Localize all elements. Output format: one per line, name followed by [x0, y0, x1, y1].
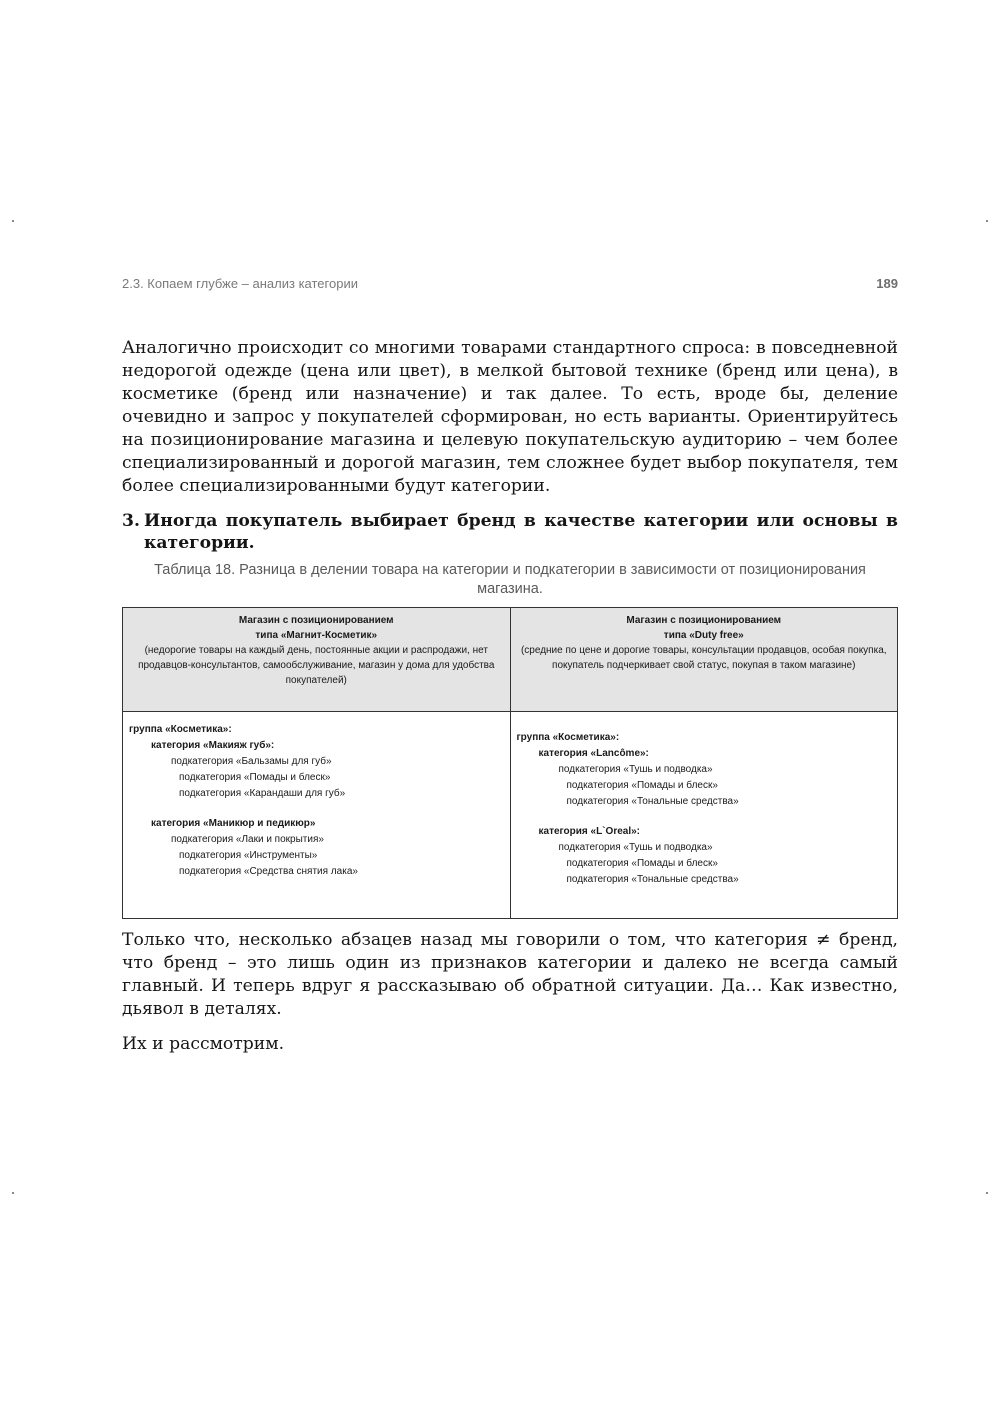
- subcategory-item: подкатегория «Лаки и покрытия»: [171, 834, 324, 845]
- right-body-cell: [510, 712, 898, 919]
- left-body-cell: [123, 712, 511, 919]
- right-header-title: Магазин с позиционированием: [626, 615, 782, 626]
- left-header-title: Магазин с позиционированием: [238, 615, 394, 626]
- subcategory-item: подкатегория «Тональные средства»: [566, 874, 739, 885]
- table-caption: [122, 561, 898, 599]
- right-header-type: типа «Duty free»: [663, 630, 744, 641]
- crop-mark: [986, 1192, 988, 1194]
- table-header-row: [123, 608, 898, 712]
- table-caption-text: Разница в делении товара на категории и подкатегории в зависимости от позиционирования магазина.: [239, 562, 866, 597]
- right-header-description: (средние по цене и дорогие товары, консультации продавцов, особая покупка, покупатель подчеркивает свой статус, покупая в таком магазине): [520, 645, 887, 671]
- table-body-row: [123, 712, 898, 919]
- table-caption-label: Таблица 18.: [154, 562, 236, 578]
- category-label: категория «L`Oreal»:: [538, 826, 640, 837]
- category-label: категория «Маникюр и педикюр»: [151, 818, 316, 829]
- page-number: 189: [876, 276, 898, 291]
- paragraph-brand: Только что, несколько абзацев назад мы говорили о том, что категория ≠ бренд, что бренд – это лишь один из признаков категории и далеко не всегда самый главный. И теперь вдруг я рассказываю об обратной ситуации. Да… Как известно, дьявол в деталях.: [122, 930, 898, 1019]
- crop-mark: [12, 1192, 14, 1194]
- crop-mark: [986, 220, 988, 222]
- section-title: 2.3. Копаем глубже – анализ категории: [122, 276, 358, 291]
- comparison-table: [122, 607, 898, 919]
- subcategory-item: подкатегория «Тушь и подводка»: [558, 842, 713, 853]
- running-header: [122, 276, 898, 294]
- crop-mark: [12, 220, 14, 222]
- paragraph-intro: Аналогично происходит со многими товарами стандартного спроса: в повседневной недорогой одежде (цена или цвет), в мелкой бытовой технике (бренд или цена), в косметике (бренд или назначение) и так далее. То есть, вроде бы, деление очевидно и запрос у покупателей сформирован, но есть варианты. Ориентируйтесь на позиционирование магазина и целевую покупательскую аудиторию – чем более специализированный и дорогой магазин, тем сложнее будет выбор покупателя, тем более специализированными будут категории.: [122, 338, 898, 496]
- list-item-text: Иногда покупатель выбирает бренд в качестве категории или основы в категории.: [144, 511, 898, 553]
- subcategory-item: подкатегория «Карандаши для губ»: [179, 788, 346, 799]
- list-item-number: 3.: [122, 511, 140, 531]
- list-item-3: [122, 510, 898, 554]
- subcategory-item: подкатегория «Помады и блеск»: [566, 780, 718, 791]
- subcategory-item: подкатегория «Средства снятия лака»: [179, 866, 358, 877]
- category-label: категория «Lancôme»:: [538, 748, 649, 759]
- subcategory-item: подкатегория «Инструменты»: [179, 850, 318, 861]
- subcategory-item: подкатегория «Бальзамы для губ»: [171, 756, 332, 767]
- left-header-description: (недорогие товары на каждый день, постоянные акции и распродажи, нет продавцов-консультантов, самообслуживание, магазин у дома для удобства покупателей): [138, 645, 495, 686]
- subcategory-item: подкатегория «Тушь и подводка»: [558, 764, 713, 775]
- subcategory-item: подкатегория «Тональные средства»: [566, 796, 739, 807]
- left-header-type: типа «Магнит-Косметик»: [255, 630, 378, 641]
- subcategory-item: подкатегория «Помады и блеск»: [566, 858, 718, 869]
- group-label: группа «Косметика»:: [516, 732, 620, 743]
- group-label: группа «Косметика»:: [129, 724, 232, 735]
- right-header-cell: [510, 608, 898, 712]
- left-header-cell: [123, 608, 511, 712]
- subcategory-item: подкатегория «Помады и блеск»: [179, 772, 331, 783]
- category-label: категория «Макияж губ»:: [151, 740, 275, 751]
- paragraph-closing: Их и рассмотрим.: [122, 1034, 285, 1054]
